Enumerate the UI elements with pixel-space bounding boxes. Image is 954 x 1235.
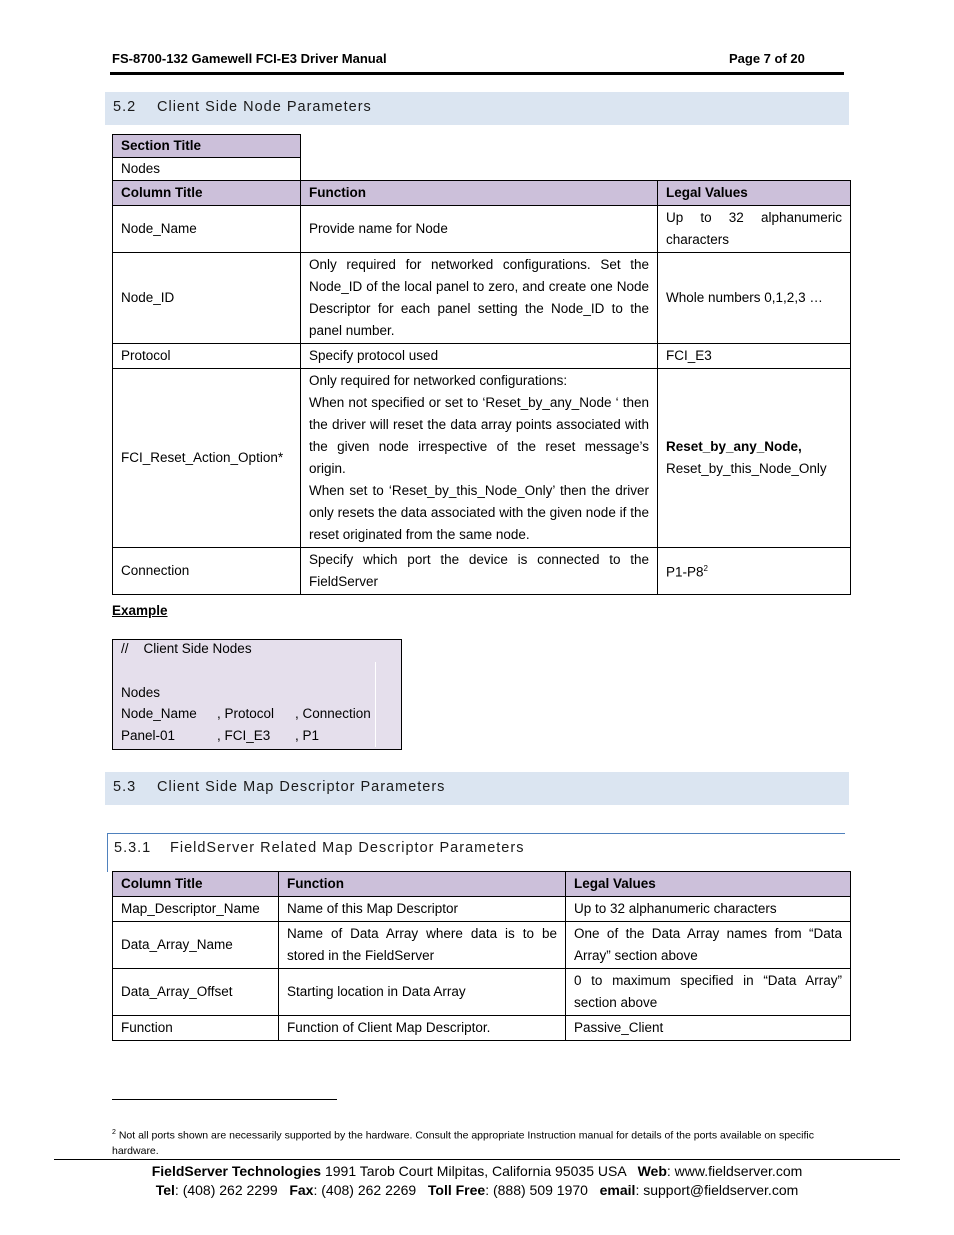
legal-values-cell: Up to 32 alphanumeric characters bbox=[566, 897, 851, 922]
footer-email-label: email bbox=[599, 1182, 636, 1198]
function-paragraph: When not specified or set to ‘Reset_by_any_Node ‘ then the driver will reset the data array points associated with the given node irrespective of the reset message’s origin. bbox=[309, 395, 649, 476]
section-title: FieldServer Related Map Descriptor Parameters bbox=[170, 840, 525, 856]
function-cell: Name of Data Array where data is to be stored in the FieldServer bbox=[279, 922, 566, 969]
footnote-text: Not all ports shown are necessarily supported by the hardware. Consult the appropriate Instruction manual for details of the ports available on specific hardware. bbox=[112, 1129, 814, 1157]
footer-tollfree-label: Toll Free bbox=[427, 1182, 486, 1198]
column-title-cell: FCI_Reset_Action_Option* bbox=[113, 369, 301, 548]
legal-values-cell bbox=[658, 548, 851, 595]
column-header: Function bbox=[279, 872, 566, 897]
section-title: Client Side Node Parameters bbox=[157, 99, 372, 115]
legal-values-cell: One of the Data Array names from “Data Array” section above bbox=[566, 922, 851, 969]
table-header-row bbox=[113, 181, 851, 206]
footer-email[interactable]: : support@fieldserver.com bbox=[635, 1182, 799, 1198]
section-title-table bbox=[112, 134, 301, 181]
function-cell: Function of Client Map Descriptor. bbox=[279, 1016, 566, 1041]
section-title-header: Section Title bbox=[113, 135, 301, 158]
page-number: Page 7 of 20 bbox=[729, 51, 805, 66]
column-title-cell: Map_Descriptor_Name bbox=[113, 897, 279, 922]
table-row bbox=[113, 344, 851, 369]
footer-address: 1991 Tarob Court Milpitas, California 95035 USA bbox=[321, 1163, 638, 1179]
legal-value-text: P1-P8 bbox=[666, 564, 704, 580]
code-header-col1: Node_Name bbox=[121, 706, 197, 721]
footer-tollfree: : (888) 509 1970 bbox=[485, 1182, 600, 1198]
footer-rule bbox=[54, 1159, 900, 1160]
code-value-col1: Panel-01 bbox=[121, 728, 176, 743]
function-cell bbox=[301, 369, 658, 548]
node-parameters-table bbox=[112, 180, 851, 595]
footer-tel: : (408) 262 2299 bbox=[174, 1182, 290, 1198]
footer-company: FieldServer Technologies bbox=[151, 1163, 322, 1179]
code-section-name: Nodes bbox=[121, 685, 161, 700]
code-comment: // Client Side Nodes bbox=[121, 641, 252, 656]
function-cell: Provide name for Node bbox=[301, 206, 658, 253]
footer-line-1 bbox=[0, 1163, 954, 1179]
section-number: 5.2 bbox=[113, 99, 137, 115]
column-header: Column Title bbox=[113, 872, 279, 897]
section-heading-5-3-1 bbox=[107, 833, 845, 872]
function-paragraph: When set to ‘Reset_by_this_Node_Only’ then the driver only resets the data associated with the given node if the reset originated from the same node. bbox=[309, 483, 649, 542]
code-value-col2: , FCI_E3 bbox=[217, 728, 271, 743]
function-cell: Specify protocol used bbox=[301, 344, 658, 369]
example-label: Example bbox=[112, 603, 168, 618]
legal-values-cell: Passive_Client bbox=[566, 1016, 851, 1041]
code-value-col3: , P1 bbox=[295, 728, 320, 743]
column-title-cell: Node_Name bbox=[113, 206, 301, 253]
column-title-cell: Function bbox=[113, 1016, 279, 1041]
code-header-col3: , Connection bbox=[295, 706, 371, 721]
footnote-reference: 2 bbox=[703, 564, 708, 574]
map-descriptor-parameters-table bbox=[112, 871, 851, 1041]
section-number: 5.3 bbox=[113, 779, 137, 795]
footer-fax: : (408) 262 2269 bbox=[313, 1182, 428, 1198]
legal-values-cell: Whole numbers 0,1,2,3 … bbox=[658, 253, 851, 344]
column-title-cell: Protocol bbox=[113, 344, 301, 369]
column-header: Legal Values bbox=[658, 181, 851, 206]
footer-web-label: Web bbox=[637, 1163, 667, 1179]
legal-value-option: Reset_by_this_Node_Only bbox=[666, 461, 827, 476]
legal-values-cell: FCI_E3 bbox=[658, 344, 851, 369]
footnote-separator bbox=[112, 1099, 337, 1100]
example-code-box bbox=[112, 639, 402, 750]
table-row bbox=[113, 548, 851, 595]
legal-values-cell: 0 to maximum specified in “Data Array” section above bbox=[566, 969, 851, 1016]
column-header: Column Title bbox=[113, 181, 301, 206]
table-row bbox=[113, 897, 851, 922]
function-cell: Only required for networked configurations. Set the Node_ID of the local panel to zero, and create one Node Descriptor for each panel setting the Node_ID to the panel number. bbox=[301, 253, 658, 344]
table-row bbox=[113, 369, 851, 548]
function-cell: Specify which port the device is connected to the FieldServer bbox=[301, 548, 658, 595]
footer-web[interactable]: : www.fieldserver.com bbox=[666, 1163, 803, 1179]
column-title-cell: Data_Array_Offset bbox=[113, 969, 279, 1016]
column-title-cell: Node_ID bbox=[113, 253, 301, 344]
column-title-cell: Data_Array_Name bbox=[113, 922, 279, 969]
footer-line-2 bbox=[0, 1182, 954, 1198]
footnote-marker: 2 bbox=[112, 1129, 116, 1136]
table-row bbox=[113, 969, 851, 1016]
footnote bbox=[112, 1125, 842, 1159]
column-header: Function bbox=[301, 181, 658, 206]
section-title: Client Side Map Descriptor Parameters bbox=[157, 779, 446, 795]
function-cell: Name of this Map Descriptor bbox=[279, 897, 566, 922]
legal-values-cell bbox=[658, 369, 851, 548]
code-header-col2: , Protocol bbox=[217, 706, 275, 721]
section-heading-5-3 bbox=[105, 772, 849, 805]
code-box-divider bbox=[375, 662, 376, 747]
function-paragraph: Only required for networked configurations: bbox=[309, 373, 568, 388]
column-header: Legal Values bbox=[566, 872, 851, 897]
section-number: 5.3.1 bbox=[114, 840, 152, 856]
table-header-row bbox=[113, 872, 851, 897]
column-title-cell: Connection bbox=[113, 548, 301, 595]
legal-value-default: Reset_by_any_Node, bbox=[666, 439, 802, 454]
document-title: FS-8700-132 Gamewell FCI-E3 Driver Manual bbox=[112, 51, 387, 66]
table-row bbox=[113, 253, 851, 344]
footer-fax-label: Fax bbox=[289, 1182, 314, 1198]
function-cell: Starting location in Data Array bbox=[279, 969, 566, 1016]
footer-tel-label: Tel bbox=[155, 1182, 175, 1198]
legal-values-cell: Up to 32 alphanumeric characters bbox=[658, 206, 851, 253]
section-title-value: Nodes bbox=[113, 158, 301, 181]
header-rule bbox=[110, 72, 844, 75]
table-row bbox=[113, 922, 851, 969]
section-heading-5-2 bbox=[105, 92, 849, 125]
table-row bbox=[113, 206, 851, 253]
table-row bbox=[113, 1016, 851, 1041]
